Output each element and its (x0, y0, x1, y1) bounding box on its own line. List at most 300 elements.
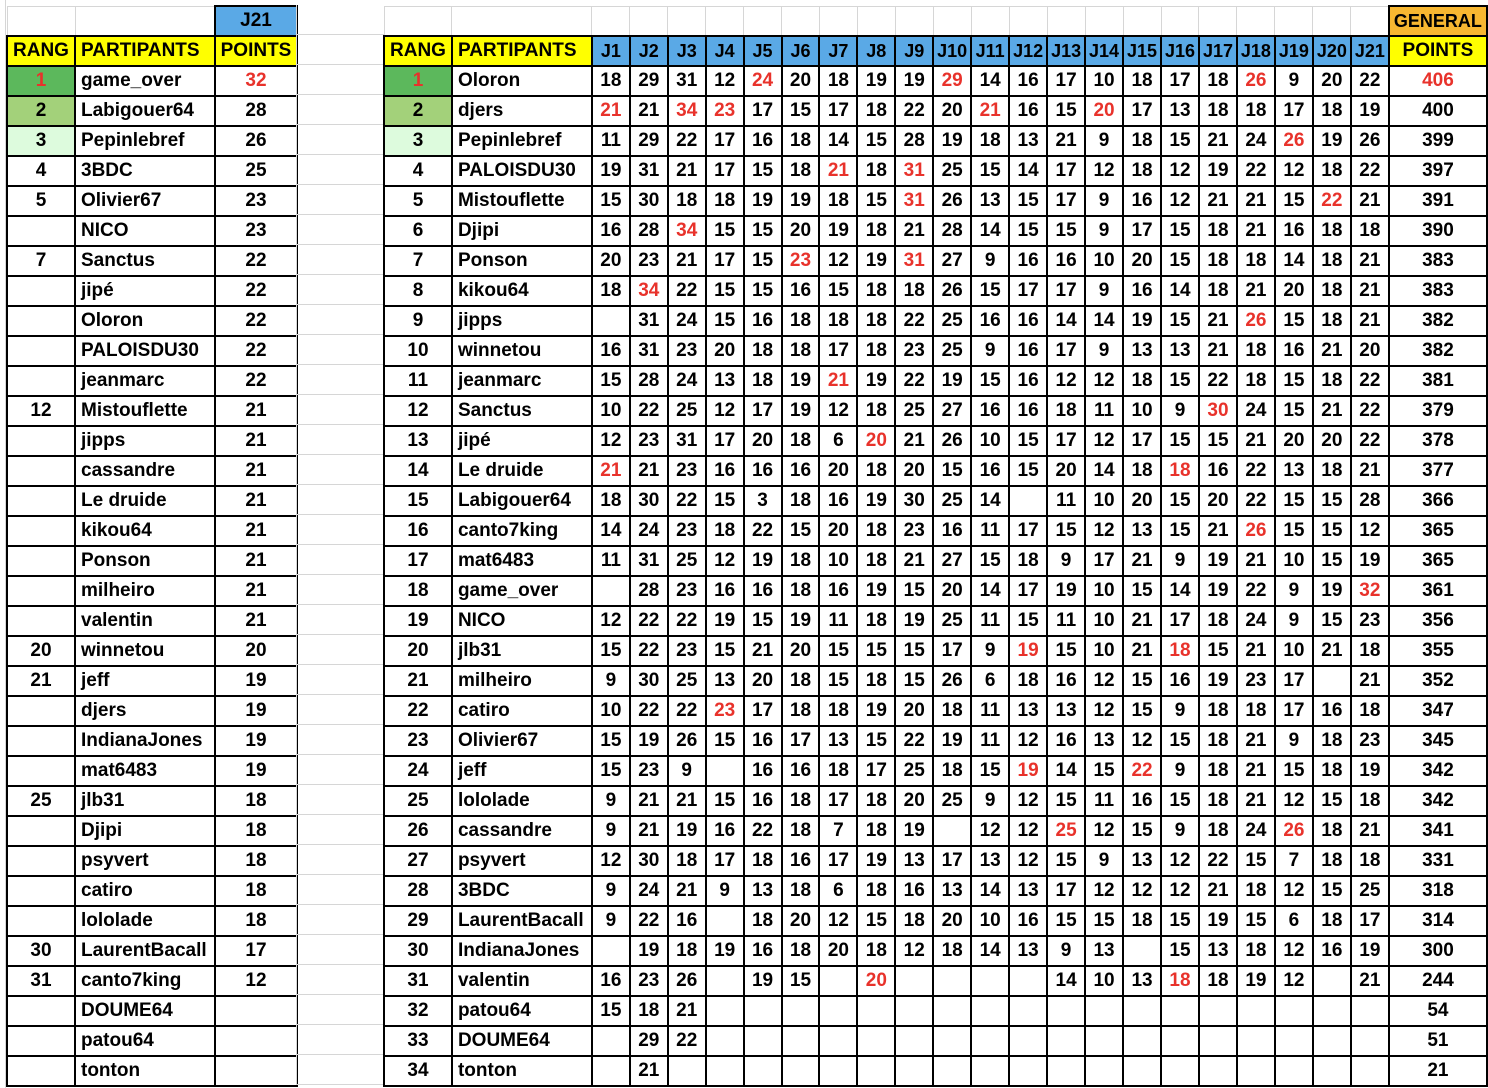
score-cell[interactable] (1009, 966, 1047, 996)
participant-name[interactable]: NICO (75, 216, 215, 246)
score-cell[interactable]: 19 (744, 186, 782, 216)
score-cell[interactable]: 24 (668, 366, 706, 396)
score-cell[interactable]: 22 (1351, 366, 1389, 396)
score-cell[interactable]: 12 (706, 396, 744, 426)
score-cell[interactable]: 18 (782, 816, 820, 846)
score-cell[interactable]: 12 (592, 606, 630, 636)
score-cell[interactable]: 18 (857, 546, 895, 576)
total-points-cell[interactable]: 366 (1389, 486, 1487, 516)
score-cell[interactable]: 15 (1085, 756, 1123, 786)
score-cell[interactable]: 14 (1047, 306, 1085, 336)
score-cell[interactable]: 20 (819, 456, 857, 486)
total-points-cell[interactable]: 365 (1389, 546, 1487, 576)
points-cell[interactable]: 21 (215, 396, 297, 426)
score-cell[interactable]: 30 (895, 486, 933, 516)
total-points-cell[interactable]: 314 (1389, 906, 1487, 936)
score-cell[interactable]: 18 (744, 366, 782, 396)
total-points-cell[interactable]: 399 (1389, 126, 1487, 156)
score-cell[interactable]: 23 (668, 576, 706, 606)
score-cell[interactable]: 18 (1237, 336, 1275, 366)
score-cell[interactable]: 15 (1161, 216, 1199, 246)
header-round[interactable]: J9 (895, 36, 933, 66)
score-cell[interactable]: 31 (630, 546, 668, 576)
score-cell[interactable]: 9 (668, 756, 706, 786)
score-cell[interactable]: 15 (1047, 216, 1085, 246)
score-cell[interactable]: 12 (1161, 846, 1199, 876)
score-cell[interactable]: 21 (1351, 306, 1389, 336)
score-cell[interactable]: 14 (1009, 156, 1047, 186)
score-cell[interactable]: 29 (933, 66, 971, 96)
score-cell[interactable]: 12 (1085, 156, 1123, 186)
score-cell[interactable]: 17 (1047, 276, 1085, 306)
score-cell[interactable]: 22 (630, 396, 668, 426)
score-cell[interactable]: 16 (782, 846, 820, 876)
score-cell[interactable]: 9 (1085, 186, 1123, 216)
score-cell[interactable]: 14 (971, 936, 1009, 966)
score-cell[interactable]: 19 (895, 816, 933, 846)
score-cell[interactable]: 21 (592, 96, 630, 126)
rank-cell[interactable]: 1 (384, 66, 452, 96)
points-cell[interactable]: 22 (215, 366, 297, 396)
score-cell[interactable]: 20 (895, 786, 933, 816)
score-cell[interactable]: 9 (971, 786, 1009, 816)
empty-cell[interactable] (630, 6, 668, 36)
score-cell[interactable]: 12 (1009, 846, 1047, 876)
rank-cell[interactable] (7, 276, 75, 306)
score-cell[interactable]: 19 (857, 366, 895, 396)
score-cell[interactable]: 17 (1123, 426, 1161, 456)
rank-cell[interactable]: 7 (7, 246, 75, 276)
score-cell[interactable]: 17 (1123, 96, 1161, 126)
rank-cell[interactable]: 21 (384, 666, 452, 696)
points-cell[interactable]: 23 (215, 186, 297, 216)
score-cell[interactable]: 22 (1199, 846, 1237, 876)
rank-cell[interactable]: 31 (384, 966, 452, 996)
header-round[interactable]: J16 (1161, 36, 1199, 66)
score-cell[interactable]: 15 (1123, 666, 1161, 696)
score-cell[interactable]: 17 (1047, 66, 1085, 96)
empty-cell[interactable] (1085, 6, 1123, 36)
score-cell[interactable]: 17 (706, 246, 744, 276)
score-cell[interactable]: 18 (1123, 156, 1161, 186)
rank-cell[interactable]: 12 (7, 396, 75, 426)
score-cell[interactable]: 16 (744, 576, 782, 606)
score-cell[interactable]: 21 (1199, 186, 1237, 216)
score-cell[interactable] (1313, 966, 1351, 996)
score-cell[interactable]: 16 (1009, 306, 1047, 336)
score-cell[interactable]: 25 (933, 156, 971, 186)
score-cell[interactable]: 9 (1085, 126, 1123, 156)
score-cell[interactable]: 16 (1123, 786, 1161, 816)
score-cell[interactable]: 18 (857, 216, 895, 246)
rank-cell[interactable]: 13 (384, 426, 452, 456)
score-cell[interactable]: 14 (971, 486, 1009, 516)
score-cell[interactable]: 12 (1275, 876, 1313, 906)
score-cell[interactable]: 15 (1123, 816, 1161, 846)
score-cell[interactable]: 9 (592, 786, 630, 816)
score-cell[interactable]: 15 (1161, 486, 1199, 516)
points-cell[interactable]: 18 (215, 786, 297, 816)
score-cell[interactable]: 10 (1123, 396, 1161, 426)
empty-cell[interactable] (592, 6, 630, 36)
score-cell[interactable]: 12 (1009, 786, 1047, 816)
score-cell[interactable] (1275, 1026, 1313, 1056)
score-cell[interactable]: 17 (1161, 606, 1199, 636)
total-points-cell[interactable]: 244 (1389, 966, 1487, 996)
score-cell[interactable]: 21 (1237, 216, 1275, 246)
empty-cell[interactable] (7, 6, 75, 36)
rank-cell[interactable] (7, 486, 75, 516)
score-cell[interactable]: 15 (744, 276, 782, 306)
score-cell[interactable]: 12 (1275, 156, 1313, 186)
score-cell[interactable]: 15 (592, 756, 630, 786)
score-cell[interactable]: 12 (819, 396, 857, 426)
rank-cell[interactable]: 3 (7, 126, 75, 156)
score-cell[interactable]: 18 (1237, 876, 1275, 906)
score-cell[interactable] (1351, 1026, 1389, 1056)
score-cell[interactable]: 13 (1085, 936, 1123, 966)
score-cell[interactable]: 21 (971, 96, 1009, 126)
score-cell[interactable]: 14 (971, 576, 1009, 606)
score-cell[interactable]: 18 (1123, 456, 1161, 486)
score-cell[interactable]: 13 (819, 726, 857, 756)
score-cell[interactable]: 21 (1351, 456, 1389, 486)
score-cell[interactable]: 18 (1313, 816, 1351, 846)
score-cell[interactable]: 12 (895, 936, 933, 966)
score-cell[interactable]: 16 (1009, 66, 1047, 96)
score-cell[interactable]: 12 (1123, 876, 1161, 906)
score-cell[interactable]: 26 (1237, 306, 1275, 336)
score-cell[interactable]: 18 (668, 186, 706, 216)
header-round[interactable]: J18 (1237, 36, 1275, 66)
points-cell[interactable] (215, 996, 297, 1026)
score-cell[interactable]: 16 (592, 336, 630, 366)
rank-cell[interactable] (7, 606, 75, 636)
rank-cell[interactable]: 29 (384, 906, 452, 936)
score-cell[interactable]: 23 (630, 966, 668, 996)
score-cell[interactable] (895, 1026, 933, 1056)
score-cell[interactable] (1161, 1056, 1199, 1086)
score-cell[interactable]: 23 (630, 426, 668, 456)
score-cell[interactable]: 12 (819, 246, 857, 276)
score-cell[interactable]: 23 (895, 516, 933, 546)
participant-name[interactable]: tonton (452, 1056, 592, 1086)
score-cell[interactable] (744, 1026, 782, 1056)
total-points-cell[interactable]: 383 (1389, 246, 1487, 276)
score-cell[interactable]: 15 (706, 276, 744, 306)
total-points-cell[interactable]: 331 (1389, 846, 1487, 876)
score-cell[interactable] (782, 1026, 820, 1056)
score-cell[interactable] (782, 996, 820, 1026)
score-cell[interactable]: 22 (1237, 156, 1275, 186)
score-cell[interactable]: 18 (857, 666, 895, 696)
score-cell[interactable]: 15 (857, 126, 895, 156)
participant-name[interactable]: kikou64 (75, 516, 215, 546)
rank-cell[interactable]: 8 (384, 276, 452, 306)
score-cell[interactable]: 10 (1085, 576, 1123, 606)
participant-name[interactable]: jeanmarc (452, 366, 592, 396)
score-cell[interactable]: 22 (895, 726, 933, 756)
score-cell[interactable]: 15 (1313, 546, 1351, 576)
score-cell[interactable]: 14 (971, 66, 1009, 96)
score-cell[interactable]: 19 (782, 186, 820, 216)
score-cell[interactable] (1313, 1056, 1351, 1086)
score-cell[interactable]: 16 (744, 786, 782, 816)
score-cell[interactable]: 23 (706, 696, 744, 726)
score-cell[interactable] (1237, 996, 1275, 1026)
score-cell[interactable]: 18 (1199, 726, 1237, 756)
header-round[interactable]: J8 (857, 36, 895, 66)
total-points-cell[interactable]: 341 (1389, 816, 1487, 846)
participant-name[interactable]: mat6483 (75, 756, 215, 786)
rank-cell[interactable] (7, 456, 75, 486)
score-cell[interactable]: 13 (1009, 126, 1047, 156)
score-cell[interactable]: 18 (782, 306, 820, 336)
total-points-cell[interactable]: 382 (1389, 336, 1487, 366)
score-cell[interactable]: 26 (1275, 126, 1313, 156)
empty-cell[interactable] (857, 6, 895, 36)
score-cell[interactable]: 18 (857, 816, 895, 846)
score-cell[interactable]: 21 (630, 456, 668, 486)
score-cell[interactable] (1047, 1056, 1085, 1086)
score-cell[interactable] (706, 1056, 744, 1086)
score-cell[interactable]: 26 (933, 276, 971, 306)
score-cell[interactable]: 15 (592, 636, 630, 666)
score-cell[interactable]: 16 (1047, 666, 1085, 696)
rank-cell[interactable]: 20 (384, 636, 452, 666)
score-cell[interactable] (1085, 1056, 1123, 1086)
score-cell[interactable]: 22 (668, 606, 706, 636)
score-cell[interactable]: 16 (668, 906, 706, 936)
score-cell[interactable]: 18 (1313, 366, 1351, 396)
score-cell[interactable]: 9 (1275, 66, 1313, 96)
score-cell[interactable]: 16 (819, 486, 857, 516)
score-cell[interactable]: 13 (933, 876, 971, 906)
score-cell[interactable]: 15 (1161, 126, 1199, 156)
total-points-cell[interactable]: 378 (1389, 426, 1487, 456)
participant-name[interactable]: Sanctus (452, 396, 592, 426)
score-cell[interactable]: 25 (933, 486, 971, 516)
empty-cell[interactable] (1313, 6, 1351, 36)
score-cell[interactable]: 21 (895, 426, 933, 456)
score-cell[interactable]: 19 (782, 366, 820, 396)
score-cell[interactable]: 12 (1085, 876, 1123, 906)
score-cell[interactable]: 13 (706, 666, 744, 696)
score-cell[interactable]: 11 (819, 606, 857, 636)
score-cell[interactable]: 17 (1047, 876, 1085, 906)
score-cell[interactable]: 16 (782, 456, 820, 486)
participant-name[interactable]: 3BDC (452, 876, 592, 906)
score-cell[interactable]: 17 (744, 696, 782, 726)
rank-cell[interactable]: 22 (384, 696, 452, 726)
score-cell[interactable]: 29 (630, 1026, 668, 1056)
score-cell[interactable]: 15 (819, 276, 857, 306)
score-cell[interactable]: 18 (744, 336, 782, 366)
participant-name[interactable]: valentin (75, 606, 215, 636)
rank-cell[interactable]: 5 (7, 186, 75, 216)
score-cell[interactable]: 9 (971, 636, 1009, 666)
score-cell[interactable] (1161, 1026, 1199, 1056)
rank-cell[interactable]: 6 (384, 216, 452, 246)
points-cell[interactable]: 21 (215, 486, 297, 516)
header-round[interactable]: J11 (971, 36, 1009, 66)
score-cell[interactable] (1123, 936, 1161, 966)
score-cell[interactable]: 21 (1313, 336, 1351, 366)
score-cell[interactable]: 18 (1313, 726, 1351, 756)
score-cell[interactable]: 26 (933, 426, 971, 456)
empty-cell[interactable] (75, 6, 215, 36)
score-cell[interactable]: 17 (1047, 186, 1085, 216)
score-cell[interactable]: 19 (744, 966, 782, 996)
score-cell[interactable]: 16 (1123, 276, 1161, 306)
participant-name[interactable]: canto7king (452, 516, 592, 546)
score-cell[interactable] (971, 996, 1009, 1026)
total-points-cell[interactable]: 347 (1389, 696, 1487, 726)
score-cell[interactable]: 32 (1351, 576, 1389, 606)
score-cell[interactable]: 18 (819, 696, 857, 726)
points-cell[interactable]: 18 (215, 876, 297, 906)
score-cell[interactable]: 19 (895, 606, 933, 636)
points-cell[interactable]: 19 (215, 726, 297, 756)
score-cell[interactable] (819, 966, 857, 996)
points-cell[interactable]: 23 (215, 216, 297, 246)
score-cell[interactable]: 19 (895, 66, 933, 96)
participant-name[interactable]: LaurentBacall (452, 906, 592, 936)
rank-cell[interactable] (7, 576, 75, 606)
score-cell[interactable]: 19 (630, 726, 668, 756)
score-cell[interactable]: 18 (895, 276, 933, 306)
score-cell[interactable]: 16 (1123, 186, 1161, 216)
rank-cell[interactable] (7, 726, 75, 756)
score-cell[interactable]: 12 (819, 906, 857, 936)
score-cell[interactable]: 19 (1313, 576, 1351, 606)
score-cell[interactable]: 23 (668, 516, 706, 546)
score-cell[interactable]: 18 (857, 606, 895, 636)
score-cell[interactable] (819, 1026, 857, 1056)
score-cell[interactable]: 18 (1047, 396, 1085, 426)
rank-cell[interactable]: 21 (7, 666, 75, 696)
score-cell[interactable] (668, 1056, 706, 1086)
score-cell[interactable]: 18 (1199, 756, 1237, 786)
score-cell[interactable] (1199, 1056, 1237, 1086)
score-cell[interactable]: 18 (782, 666, 820, 696)
score-cell[interactable] (782, 1056, 820, 1086)
score-cell[interactable]: 9 (971, 336, 1009, 366)
points-cell[interactable]: 20 (215, 636, 297, 666)
score-cell[interactable]: 16 (744, 456, 782, 486)
participant-name[interactable]: lololade (75, 906, 215, 936)
header-participants[interactable]: PARTIPANTS (452, 36, 592, 66)
score-cell[interactable]: 19 (1351, 756, 1389, 786)
score-cell[interactable]: 18 (1199, 966, 1237, 996)
participant-name[interactable]: 3BDC (75, 156, 215, 186)
header-round[interactable]: J3 (668, 36, 706, 66)
score-cell[interactable]: 19 (1351, 546, 1389, 576)
score-cell[interactable]: 19 (1199, 906, 1237, 936)
rank-cell[interactable] (7, 816, 75, 846)
score-cell[interactable]: 15 (706, 636, 744, 666)
score-cell[interactable]: 9 (1161, 396, 1199, 426)
score-cell[interactable]: 23 (630, 756, 668, 786)
score-cell[interactable]: 21 (1237, 786, 1275, 816)
rank-cell[interactable]: 17 (384, 546, 452, 576)
score-cell[interactable]: 15 (857, 906, 895, 936)
score-cell[interactable]: 12 (1085, 516, 1123, 546)
score-cell[interactable]: 20 (1085, 96, 1123, 126)
points-cell[interactable]: 18 (215, 816, 297, 846)
score-cell[interactable]: 26 (1237, 66, 1275, 96)
header-round[interactable]: J19 (1275, 36, 1313, 66)
rank-cell[interactable] (7, 756, 75, 786)
score-cell[interactable]: 18 (782, 426, 820, 456)
score-cell[interactable]: 22 (630, 906, 668, 936)
score-cell[interactable]: 24 (1237, 606, 1275, 636)
score-cell[interactable]: 17 (706, 126, 744, 156)
score-cell[interactable] (971, 1026, 1009, 1056)
score-cell[interactable] (592, 576, 630, 606)
score-cell[interactable]: 21 (1351, 276, 1389, 306)
score-cell[interactable]: 10 (1085, 486, 1123, 516)
total-points-cell[interactable]: 383 (1389, 276, 1487, 306)
rank-cell[interactable]: 14 (384, 456, 452, 486)
score-cell[interactable]: 17 (1275, 696, 1313, 726)
total-points-cell[interactable]: 400 (1389, 96, 1487, 126)
score-cell[interactable]: 12 (1351, 516, 1389, 546)
points-cell[interactable]: 25 (215, 156, 297, 186)
rank-cell[interactable] (7, 336, 75, 366)
header-round[interactable]: J1 (592, 36, 630, 66)
score-cell[interactable]: 19 (933, 366, 971, 396)
empty-cell[interactable] (895, 6, 933, 36)
score-cell[interactable]: 18 (857, 336, 895, 366)
score-cell[interactable]: 11 (1085, 786, 1123, 816)
score-cell[interactable]: 23 (668, 336, 706, 366)
empty-cell[interactable] (1351, 6, 1389, 36)
score-cell[interactable]: 16 (971, 456, 1009, 486)
score-cell[interactable]: 17 (1047, 426, 1085, 456)
score-cell[interactable]: 31 (668, 426, 706, 456)
score-cell[interactable]: 16 (971, 396, 1009, 426)
score-cell[interactable]: 20 (1275, 276, 1313, 306)
score-cell[interactable]: 15 (1009, 216, 1047, 246)
score-cell[interactable]: 15 (706, 486, 744, 516)
score-cell[interactable]: 15 (782, 966, 820, 996)
participant-name[interactable]: Le druide (452, 456, 592, 486)
score-cell[interactable]: 15 (933, 456, 971, 486)
score-cell[interactable] (971, 1056, 1009, 1086)
score-cell[interactable]: 13 (1199, 936, 1237, 966)
score-cell[interactable] (895, 996, 933, 1026)
score-cell[interactable]: 14 (971, 876, 1009, 906)
participant-name[interactable]: Sanctus (75, 246, 215, 276)
score-cell[interactable]: 18 (1313, 276, 1351, 306)
rank-cell[interactable]: 5 (384, 186, 452, 216)
score-cell[interactable]: 17 (933, 636, 971, 666)
empty-cell[interactable] (384, 6, 452, 36)
score-cell[interactable]: 22 (895, 96, 933, 126)
score-cell[interactable]: 10 (971, 906, 1009, 936)
score-cell[interactable]: 18 (933, 756, 971, 786)
points-cell[interactable]: 22 (215, 336, 297, 366)
score-cell[interactable]: 20 (933, 576, 971, 606)
score-cell[interactable]: 19 (1009, 636, 1047, 666)
empty-cell[interactable] (933, 6, 971, 36)
score-cell[interactable]: 13 (1047, 696, 1085, 726)
total-points-cell[interactable]: 342 (1389, 786, 1487, 816)
header-round[interactable]: J17 (1199, 36, 1237, 66)
score-cell[interactable] (1313, 666, 1351, 696)
points-cell[interactable]: 22 (215, 276, 297, 306)
